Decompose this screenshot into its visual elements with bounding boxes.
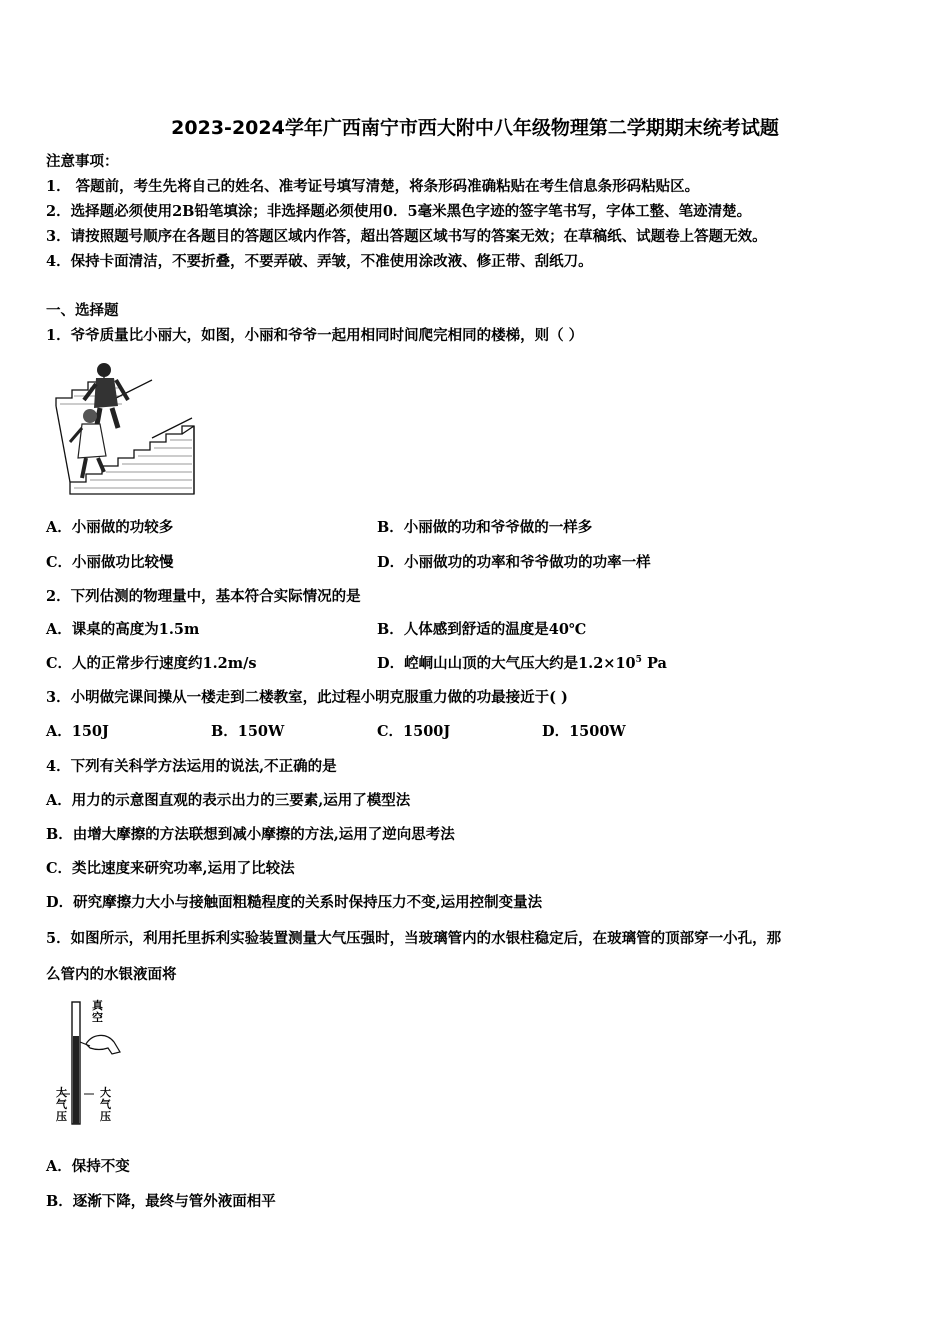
notice-item: 3．请按照题号顺序在各题目的答题区域内作答，超出答题区域书写的答案无效；在草稿纸、试题卷上答题无效。 <box>46 228 767 245</box>
section-heading: 一、选择题 <box>46 302 119 319</box>
q1-option-c: C．小丽做功比较慢 <box>46 554 174 571</box>
q4-option-c: C．类比速度来研究功率,运用了比较法 <box>46 860 295 877</box>
q5-option-b: B．逐渐下降，最终与管外液面相平 <box>46 1193 276 1210</box>
q2-option-b: B．人体感到舒适的温度是40℃ <box>377 621 587 638</box>
notice-item: 2．选择题必须使用2B铅笔填涂；非选择题必须使用0．5毫米黑色字迹的签字笔书写，字体工整、笔迹清楚。 <box>46 203 752 220</box>
atmospheric-pressure-label-left: 大气压 <box>56 1086 67 1123</box>
atmospheric-pressure-label-right: 大气压 <box>100 1086 111 1123</box>
question-1-stem: 1．爷爷质量比小丽大，如图，小丽和爷爷一起用相同时间爬完相同的楼梯，则（ ） <box>46 327 584 344</box>
question-5-stem-cont: 么管内的水银液面将 <box>46 966 177 983</box>
question-5-stem: 5．如图所示，利用托里拆利实验装置测量大气压强时，当玻璃管内的水银柱稳定后，在玻璃管的顶部穿一小孔，那 <box>46 930 782 947</box>
q2-option-c: C．人的正常步行速度约1.2m/s <box>46 655 257 672</box>
question-4-stem: 4．下列有关科学方法运用的说法,不正确的是 <box>46 758 337 775</box>
q4-option-a: A．用力的示意图直观的表示出力的三要素,运用了模型法 <box>46 792 411 809</box>
q2-option-d-text: D．崆峒山山顶的大气压大约是1.2×10 <box>377 655 636 672</box>
question-3-stem: 3．小明做完课间操从一楼走到二楼教室，此过程小明克服重力做的功最接近于( ) <box>46 689 568 706</box>
stairs-climbing-figure <box>52 360 198 498</box>
q5-option-a: A．保持不变 <box>46 1158 130 1175</box>
page-title: 2023-2024学年广西南宁市西大附中八年级物理第二学期期末统考试题 <box>171 117 779 139</box>
question-2-stem: 2．下列估测的物理量中，基本符合实际情况的是 <box>46 588 361 605</box>
q4-option-d: D．研究摩擦力大小与接触面粗糙程度的关系时保持压力不变,运用控制变量法 <box>46 894 543 911</box>
q2-option-d-exponent: 5 <box>635 655 642 666</box>
q2-option-a: A．课桌的高度为1.5m <box>46 621 200 638</box>
q1-option-b: B．小丽做的功和爷爷做的一样多 <box>377 519 593 536</box>
notice-item: 4．保持卡面清洁，不要折叠，不要弄破、弄皱，不准使用涂改液、修正带、刮纸刀。 <box>46 253 593 270</box>
q2-option-d-unit: Pa <box>641 655 667 672</box>
q4-option-b: B．由增大摩擦的方法联想到减小摩擦的方法,运用了逆向思考法 <box>46 826 455 843</box>
q2-option-d <box>377 654 667 674</box>
q1-option-d: D．小丽做功的功率和爷爷做功的功率一样 <box>377 554 651 571</box>
notice-item: 1． 答题前，考生先将自己的姓名、准考证号填写清楚，将条形码准确粘贴在考生信息条形码粘贴区。 <box>46 178 700 195</box>
girl-figure <box>70 409 106 478</box>
q1-option-a: A．小丽做的功较多 <box>46 519 174 536</box>
vacuum-label: 真空 <box>92 999 103 1024</box>
q3-option-d: D．1500W <box>542 723 626 740</box>
q3-option-a: A．150J <box>46 723 109 740</box>
q3-option-c: C．1500J <box>377 723 451 740</box>
q3-option-b: B．150W <box>211 723 285 740</box>
notice-heading: 注意事项： <box>46 153 119 170</box>
